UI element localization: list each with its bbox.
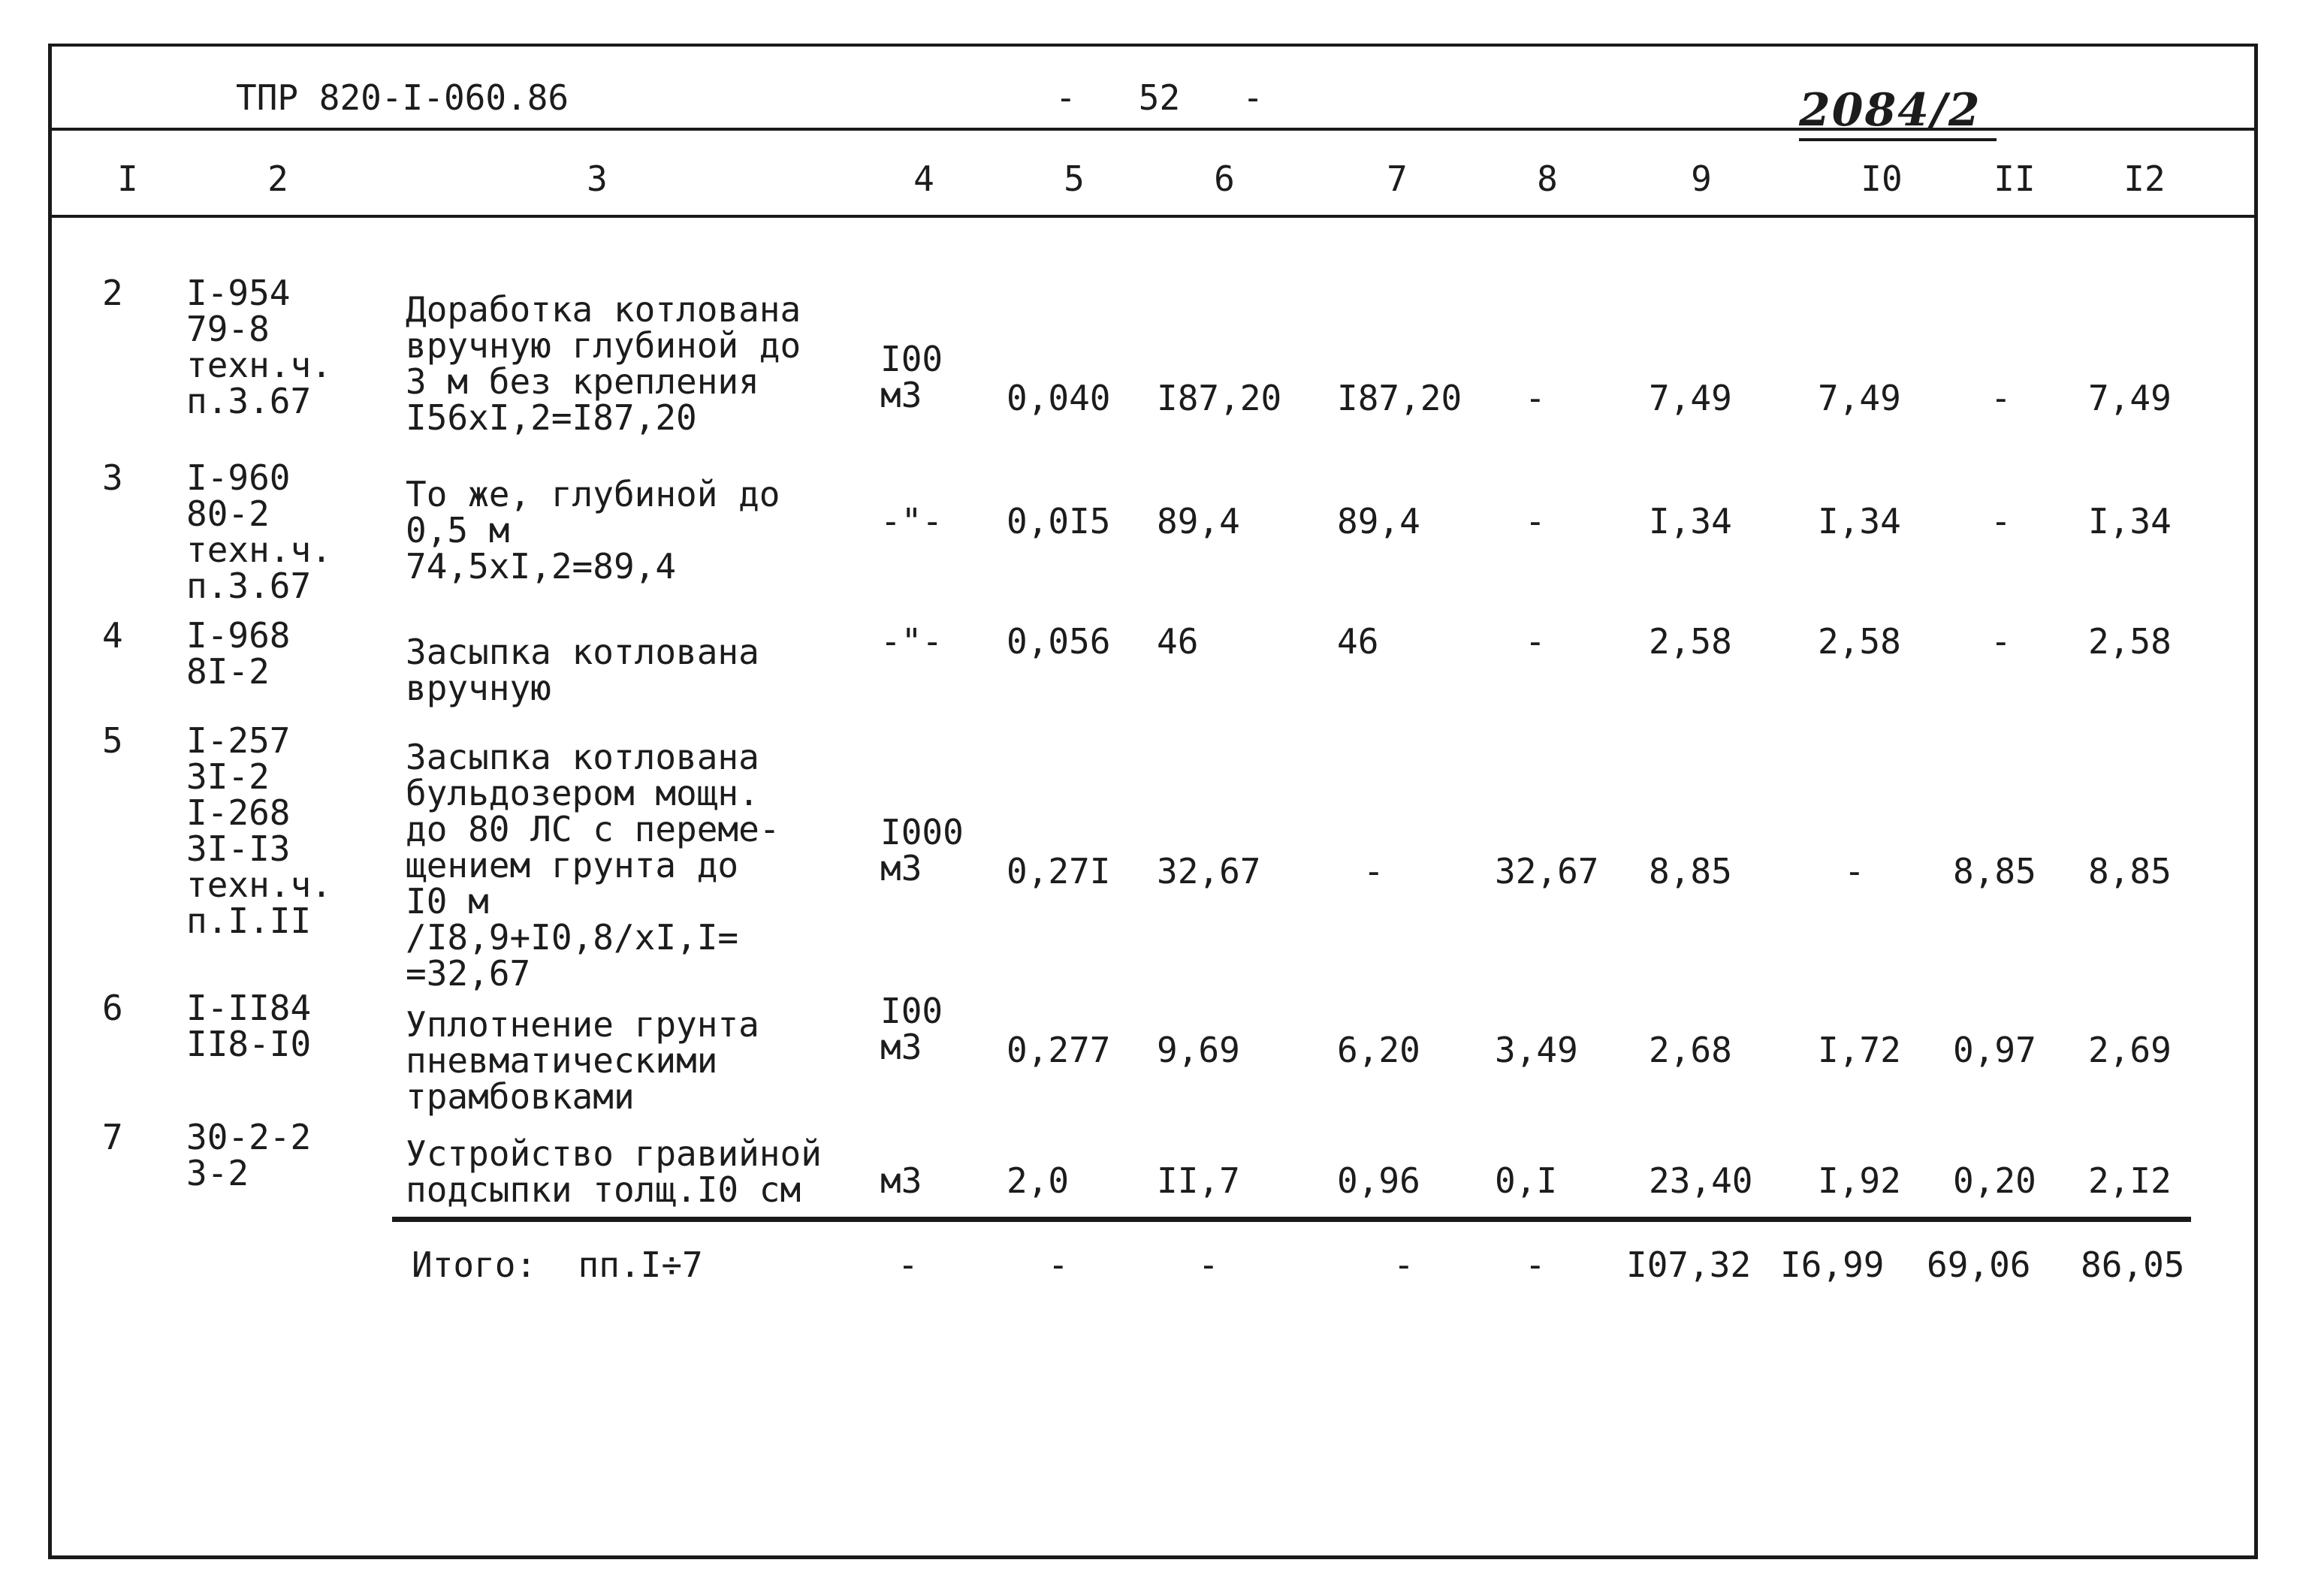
work-description: 74,5xI,2=89,4 bbox=[406, 546, 677, 587]
cell-c7: - bbox=[1363, 851, 1384, 892]
row-number: 4 bbox=[102, 615, 123, 656]
page-frame bbox=[48, 44, 2258, 1559]
cell-c9: 7,49 bbox=[1649, 378, 1732, 418]
column-header-5: 5 bbox=[1064, 158, 1085, 199]
norm-code: 80-2 bbox=[186, 493, 270, 534]
row-number: 6 bbox=[102, 988, 123, 1028]
norm-code: 3I-I3 bbox=[186, 828, 291, 869]
cell-c11: 8,85 bbox=[1953, 851, 2036, 892]
unit-of-measure: I00 bbox=[880, 339, 943, 379]
unit-of-measure: м3 bbox=[880, 375, 922, 415]
total-c7: - bbox=[1393, 1245, 1414, 1285]
cell-c6: 32,67 bbox=[1157, 851, 1261, 892]
cell-c11: - bbox=[1991, 378, 2012, 418]
norm-code: техн.ч. bbox=[186, 529, 332, 570]
column-header-2: 2 bbox=[267, 158, 288, 199]
sheet-number: 2084/2 bbox=[1799, 84, 1982, 137]
cell-c5: 0,277 bbox=[1007, 1030, 1111, 1070]
column-header-3: 3 bbox=[587, 158, 608, 199]
norm-code: I-257 bbox=[186, 720, 291, 761]
cell-c9: 2,68 bbox=[1649, 1030, 1732, 1070]
norm-code: 3I-2 bbox=[186, 756, 270, 797]
cell-c9: I,34 bbox=[1649, 501, 1732, 542]
column-header-8: 8 bbox=[1537, 158, 1558, 199]
column-header-6: 6 bbox=[1214, 158, 1235, 199]
cell-c11: - bbox=[1991, 621, 2012, 662]
cell-c5: 0,056 bbox=[1007, 621, 1111, 662]
work-description: Засыпка котлована bbox=[406, 632, 759, 672]
total-c11: 69,06 bbox=[1927, 1245, 2031, 1285]
cell-c7: I87,20 bbox=[1337, 378, 1462, 418]
norm-code: I-954 bbox=[186, 273, 291, 313]
unit-of-measure: м3 bbox=[880, 1027, 922, 1067]
norm-code: I-II84 bbox=[186, 988, 312, 1028]
cell-c5: 0,27I bbox=[1007, 851, 1111, 892]
cell-c5: 2,0 bbox=[1007, 1160, 1070, 1201]
column-header-12: I2 bbox=[2123, 158, 2166, 199]
work-description: Доработка котлована bbox=[406, 289, 801, 330]
total-c9: I07,32 bbox=[1626, 1245, 1752, 1285]
cell-c12: 2,69 bbox=[2088, 1030, 2172, 1070]
column-header-4: 4 bbox=[913, 158, 934, 199]
cell-c8: 32,67 bbox=[1495, 851, 1599, 892]
cell-c10: I,34 bbox=[1818, 501, 1901, 542]
cell-c6: I87,20 bbox=[1157, 378, 1282, 418]
cell-c8: 0,I bbox=[1495, 1160, 1558, 1201]
cell-c8: - bbox=[1525, 621, 1546, 662]
cell-c6: 89,4 bbox=[1157, 501, 1240, 542]
cell-c10: 7,49 bbox=[1818, 378, 1901, 418]
cell-c6: II,7 bbox=[1157, 1160, 1240, 1201]
column-header-11: II bbox=[1994, 158, 2036, 199]
total-c5: - bbox=[1048, 1245, 1069, 1285]
cell-c10: 2,58 bbox=[1818, 621, 1901, 662]
row-number: 7 bbox=[102, 1117, 123, 1157]
work-description: /I8,9+I0,8/xI,I= bbox=[406, 917, 739, 958]
cell-c7: 6,20 bbox=[1337, 1030, 1420, 1070]
doc-code: ТПР 820-I-060.86 bbox=[236, 77, 569, 118]
work-description: =32,67 bbox=[406, 953, 531, 994]
norm-code: 79-8 bbox=[186, 309, 270, 349]
norm-code: п.I.II bbox=[186, 901, 312, 941]
total-label: Итого: пп.I÷7 bbox=[412, 1245, 703, 1285]
norm-code: 8I-2 bbox=[186, 651, 270, 692]
cell-c9: 8,85 bbox=[1649, 851, 1732, 892]
work-description: вручную глубиной до bbox=[406, 325, 801, 366]
unit-of-measure: м3 bbox=[880, 848, 922, 889]
total-c8: - bbox=[1525, 1245, 1546, 1285]
cell-c9: 2,58 bbox=[1649, 621, 1732, 662]
work-description: щением грунта до bbox=[406, 845, 739, 885]
cell-c8: 3,49 bbox=[1495, 1030, 1578, 1070]
work-description: Засыпка котлована bbox=[406, 737, 759, 777]
cell-c11: - bbox=[1991, 501, 2012, 542]
work-description: трамбовками bbox=[406, 1076, 635, 1117]
work-description: пневматическими bbox=[406, 1040, 718, 1081]
unit-of-measure: -"- bbox=[880, 621, 943, 662]
work-description: 3 м без крепления bbox=[406, 361, 759, 402]
cell-c7: 89,4 bbox=[1337, 501, 1420, 542]
cell-c9: 23,40 bbox=[1649, 1160, 1753, 1201]
work-description: 0,5 м bbox=[406, 510, 510, 551]
cell-c10: I,72 bbox=[1818, 1030, 1901, 1070]
unit-of-measure: -"- bbox=[880, 501, 943, 542]
row-number: 2 bbox=[102, 273, 123, 313]
norm-code: 3-2 bbox=[186, 1153, 249, 1193]
cell-c7: 0,96 bbox=[1337, 1160, 1420, 1201]
work-description: бульдозером мощн. bbox=[406, 773, 759, 813]
work-description: подсыпки толщ.I0 см bbox=[406, 1169, 801, 1210]
work-description: Уплотнение грунта bbox=[406, 1004, 759, 1045]
norm-code: п.3.67 bbox=[186, 566, 312, 606]
row-number: 3 bbox=[102, 457, 123, 498]
work-description: I56xI,2=I87,20 bbox=[406, 397, 697, 438]
total-c12: 86,05 bbox=[2081, 1245, 2185, 1285]
norm-code: техн.ч. bbox=[186, 345, 332, 385]
unit-of-measure: м3 bbox=[880, 1160, 922, 1201]
work-description: Устройство гравийной bbox=[406, 1133, 822, 1174]
total-c6: - bbox=[1198, 1245, 1219, 1285]
cell-c5: 0,0I5 bbox=[1007, 501, 1111, 542]
cell-c6: 46 bbox=[1157, 621, 1199, 662]
norm-code: I-268 bbox=[186, 792, 291, 833]
row-number: 5 bbox=[102, 720, 123, 761]
cell-c11: 0,97 bbox=[1953, 1030, 2036, 1070]
cell-c10: - bbox=[1844, 851, 1865, 892]
column-header-10: I0 bbox=[1861, 158, 1903, 199]
column-header-divider bbox=[48, 215, 2258, 218]
total-divider bbox=[392, 1217, 2191, 1222]
work-description: вручную bbox=[406, 668, 551, 708]
total-c10: I6,99 bbox=[1780, 1245, 1885, 1285]
norm-code: I-960 bbox=[186, 457, 291, 498]
norm-code: техн.ч. bbox=[186, 864, 332, 905]
work-description: I0 м bbox=[406, 881, 489, 922]
cell-c8: - bbox=[1525, 378, 1546, 418]
total-c4: - bbox=[898, 1245, 919, 1285]
column-header-7: 7 bbox=[1387, 158, 1408, 199]
cell-c12: 8,85 bbox=[2088, 851, 2172, 892]
cell-c12: I,34 bbox=[2088, 501, 2172, 542]
norm-code: 30-2-2 bbox=[186, 1117, 312, 1157]
unit-of-measure: I000 bbox=[880, 812, 964, 852]
column-header-9: 9 bbox=[1691, 158, 1712, 199]
cell-c11: 0,20 bbox=[1953, 1160, 2036, 1201]
work-description: до 80 ЛС с переме- bbox=[406, 809, 780, 849]
cell-c12: 7,49 bbox=[2088, 378, 2172, 418]
cell-c12: 2,58 bbox=[2088, 621, 2172, 662]
cell-c5: 0,040 bbox=[1007, 378, 1111, 418]
work-description: То же, глубиной до bbox=[406, 474, 780, 514]
norm-code: I-968 bbox=[186, 615, 291, 656]
cell-c8: - bbox=[1525, 501, 1546, 542]
cell-c6: 9,69 bbox=[1157, 1030, 1240, 1070]
cell-c10: I,92 bbox=[1818, 1160, 1901, 1201]
page-number: - 52 - bbox=[1055, 77, 1263, 118]
column-header-1: I bbox=[117, 158, 138, 199]
norm-code: II8-I0 bbox=[186, 1024, 312, 1064]
norm-code: п.3.67 bbox=[186, 381, 312, 421]
unit-of-measure: I00 bbox=[880, 991, 943, 1031]
cell-c12: 2,I2 bbox=[2088, 1160, 2172, 1201]
cell-c7: 46 bbox=[1337, 621, 1379, 662]
